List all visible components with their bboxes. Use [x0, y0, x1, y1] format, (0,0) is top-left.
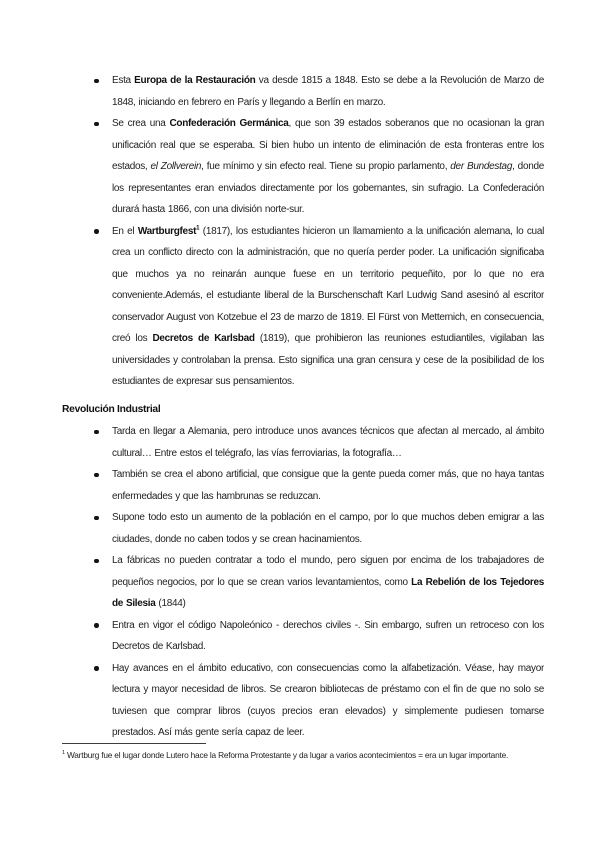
bullet-icon	[94, 79, 99, 84]
bullet-text: Se crea una Confederación Germánica, que son 39 estados soberanos que no ocasionan la gran unificación real que se esperaba. Si bien hubo un intento de eliminación de esta fronteras entre los estados, el Zollverein, fue mínimo y sin efecto real. Tiene su propio parlamento, der Bundestag, donde los representantes eran enviados directamente por los gobernantes, sin sufragio. La Confederación durará hasta 1866, con una división norte-sur.	[112, 118, 544, 215]
bullet-icon	[94, 229, 99, 234]
section-revolucion-industrial	[62, 421, 544, 739]
bullet-text: Esta Europa de la Restauración va desde 1815 a 1848. Esto se debe a la Revolución de Marzo de 1848, iniciando en febrero en París y llegando a Berlín en marzo.	[112, 75, 544, 108]
list-item	[62, 550, 544, 615]
list-item	[62, 615, 544, 658]
footnote-area	[62, 738, 544, 848]
bullet-text: Entra en vigor el código Napoleónico - derechos civiles -. Sin embargo, sufren un retroceso con los Decretos de Karlsbad.	[112, 619, 544, 652]
footnote-separator	[62, 743, 206, 744]
bullet-text: También se crea el abono artificial, que consigue que la gente pueda comer más, que no haya tantas enfermedades y que las hambrunas se reduzcan.	[112, 469, 544, 502]
bullet-icon	[94, 122, 99, 127]
list-item	[62, 658, 544, 740]
footnote-text	[62, 749, 544, 763]
list-item	[62, 507, 544, 550]
footnote-marker: 1	[62, 750, 65, 757]
bullet-text: La fábricas no pueden contratar a todo el mundo, pero siguen por encima de los trabajadores de pequeños negocios, por lo que se crean varios levantamientos, como La Rebelión de los Tejedores de Silesia (1844)	[112, 555, 544, 609]
footnote-body: Wartburg fue el lugar donde Lutero hace la Reforma Protestante y da lugar a varios acontecimientos = era un lugar importante.	[66, 750, 509, 760]
list-item	[62, 421, 544, 464]
bullet-icon	[94, 430, 99, 435]
bullet-icon	[94, 623, 99, 628]
bullet-list-industrial	[62, 421, 544, 739]
bullet-icon	[94, 559, 99, 564]
bullet-icon	[94, 473, 99, 478]
bullet-text: Supone todo esto un aumento de la población en el campo, por lo que muchos deben emigrar a las ciudades, donde no caben todos y se crean hacinamientos.	[112, 512, 544, 545]
section-heading-revolucion-industrial: Revolución Industrial	[62, 399, 544, 420]
bullet-text: Hay avances en el ámbito educativo, con consecuencias como la alfabetización. Véase, hay mayor lectura y mayor necesidad de libros. Se crearon bibliotecas de préstamo con el fin de que no solo se tuviesen que comprar libros (cuyos precios eran elevados) y simplemente pudiesen tomarse prestados. Así más gente sería capaz de leer.	[112, 662, 544, 738]
list-item	[62, 464, 544, 507]
list-item	[62, 221, 544, 393]
bullet-text: En el Wartburgfest$^1$ (1817), los estudiantes hicieron un llamamiento a la unificación alemana, lo cual crea un conflicto directo con la administración, que no quería perder poder. La unificación significaba que muchos ya no reinarán aunque fuese en un territorio pequeñito, por lo que no era conveniente.Además, el estudiante liberal de la Burschenschaft Karl Ludwig Sand asesinó al escritor conservador August von Kotzebue el 23 de marzo de 1819. El Fürst von Metternich, en consecuencia, creó los Decretos de Karlsbad (1819), que prohibieron las reuniones estudiantiles, vigilaban las universidades y controlaban la prensa. Esto significa una gran censura y cese de la posibilidad de los estudiantes de expresar sus pensamientos.	[112, 224, 544, 387]
list-item	[62, 113, 544, 221]
list-item	[62, 70, 544, 113]
bullet-icon	[94, 666, 99, 671]
bullet-list-restauracion	[62, 70, 544, 393]
bullet-icon	[94, 516, 99, 521]
bullet-text: Tarda en llegar a Alemania, pero introduce unos avances técnicos que afectan al mercado, al ámbito cultural… Entre estos el telégrafo, las vías ferroviarias, la fotografía…	[112, 426, 544, 459]
section-restauracion	[62, 70, 544, 399]
